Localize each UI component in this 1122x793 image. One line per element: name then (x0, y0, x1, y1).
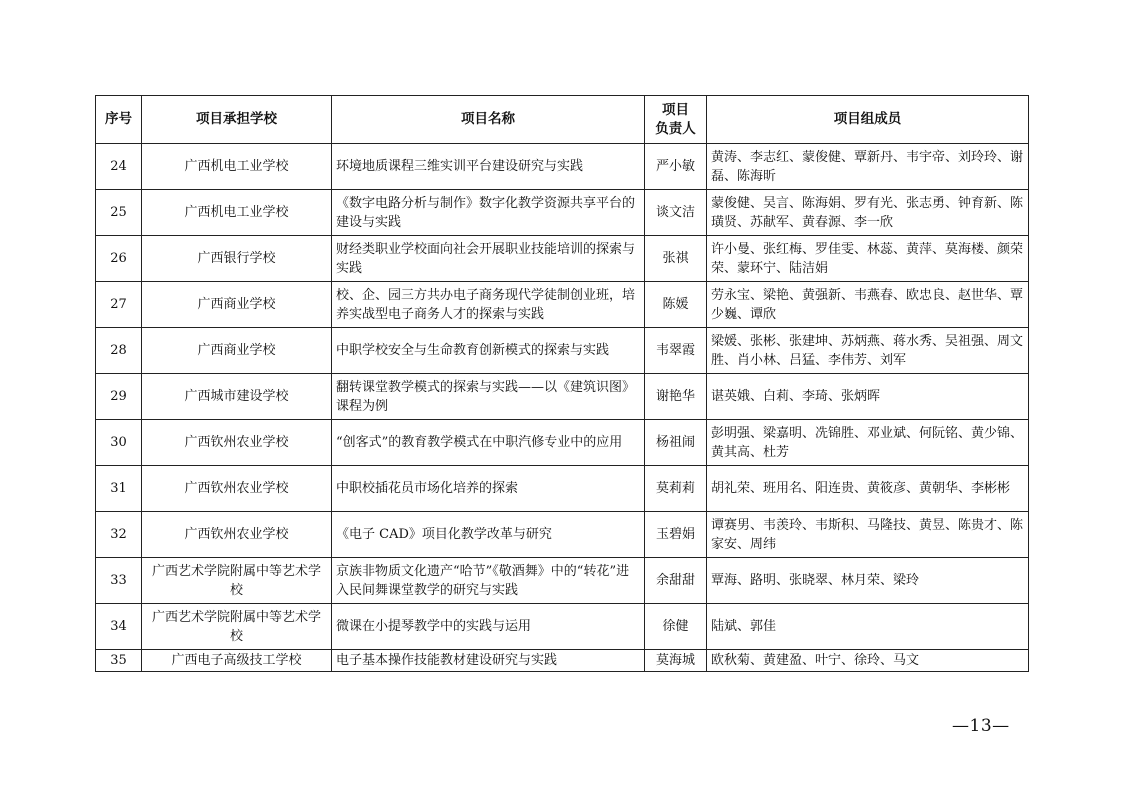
cell-project-name: 中职学校安全与生命教育创新模式的探索与实践 (332, 328, 645, 374)
cell-no: 28 (96, 328, 142, 374)
table-row (96, 190, 1029, 236)
cell-project-name: 翻转课堂教学模式的探索与实践——以《建筑识图》课程为例 (332, 374, 645, 420)
cell-no: 30 (96, 420, 142, 466)
table-row (96, 282, 1029, 328)
cell-school: 广西艺术学院附属中等艺术学校 (142, 558, 332, 604)
cell-members: 谌英娥、白莉、李琦、张炳晖 (707, 374, 1029, 420)
header-lead-line2: 负责人 (655, 120, 696, 137)
cell-members: 梁媛、张彬、张建坤、苏炳燕、蒋水秀、吴祖强、周文胜、肖小林、吕猛、李伟芳、刘军 (707, 328, 1029, 374)
cell-members: 彭明强、梁嘉明、冼锦胜、邓业斌、何阮铭、黄少锦、黄其高、杜芳 (707, 420, 1029, 466)
cell-no: 29 (96, 374, 142, 420)
cell-lead: 玉碧娟 (645, 512, 707, 558)
table-body (96, 144, 1029, 672)
cell-school: 广西商业学校 (142, 328, 332, 374)
table-row (96, 604, 1029, 650)
cell-no: 26 (96, 236, 142, 282)
cell-project-name: 《数字电路分析与制作》数字化教学资源共享平台的建设与实践 (332, 190, 645, 236)
cell-project-name: 电子基本操作技能教材建设研究与实践 (332, 650, 645, 672)
header-lead-line1: 项目 (662, 101, 689, 118)
cell-lead: 余甜甜 (645, 558, 707, 604)
table-header-row (96, 96, 1029, 144)
cell-project-name: 财经类职业学校面向社会开展职业技能培训的探索与实践 (332, 236, 645, 282)
table-row (96, 328, 1029, 374)
header-members: 项目组成员 (707, 96, 1029, 144)
cell-school: 广西机电工业学校 (142, 144, 332, 190)
cell-lead: 莫海城 (645, 650, 707, 672)
cell-project-name: 京族非物质文化遗产“哈节”《敬酒舞》中的“转花”进入民间舞课堂教学的研究与实践 (332, 558, 645, 604)
cell-lead: 杨祖闹 (645, 420, 707, 466)
cell-lead: 谈文洁 (645, 190, 707, 236)
cell-project-name: “创客式”的教育教学模式在中职汽修专业中的应用 (332, 420, 645, 466)
cell-members: 陆斌、郭佳 (707, 604, 1029, 650)
cell-no: 27 (96, 282, 142, 328)
cell-members: 黄涛、李志红、蒙俊健、覃新丹、韦宇帝、刘玲玲、谢磊、陈海昕 (707, 144, 1029, 190)
cell-members: 胡礼荣、班用名、阳连贵、黄筱彦、黄朝华、李彬彬 (707, 466, 1029, 512)
cell-lead: 莫莉莉 (645, 466, 707, 512)
page-number: —13— (952, 716, 1010, 736)
cell-project-name: 中职校插花员市场化培养的探索 (332, 466, 645, 512)
cell-lead: 徐健 (645, 604, 707, 650)
table-row (96, 144, 1029, 190)
cell-no: 24 (96, 144, 142, 190)
projects-table (95, 95, 1029, 672)
cell-lead: 张祺 (645, 236, 707, 282)
table-row (96, 650, 1029, 672)
table-row (96, 558, 1029, 604)
cell-school: 广西钦州农业学校 (142, 512, 332, 558)
cell-no: 34 (96, 604, 142, 650)
cell-school: 广西机电工业学校 (142, 190, 332, 236)
cell-school: 广西电子高级技工学校 (142, 650, 332, 672)
cell-members: 谭赛男、韦羡玲、韦斯积、马隆技、黄昱、陈贵才、陈家安、周纬 (707, 512, 1029, 558)
header-project-name: 项目名称 (332, 96, 645, 144)
cell-project-name: 校、企、园三方共办电子商务现代学徒制创业班，培养实战型电子商务人才的探索与实践 (332, 282, 645, 328)
cell-no: 33 (96, 558, 142, 604)
cell-lead: 韦翠霞 (645, 328, 707, 374)
header-no: 序号 (96, 96, 142, 144)
cell-school: 广西商业学校 (142, 282, 332, 328)
header-lead (645, 96, 707, 144)
cell-members: 蒙俊健、吴言、陈海娟、罗有光、张志勇、钟育新、陈璜贤、苏献军、黄春源、李一欣 (707, 190, 1029, 236)
cell-no: 35 (96, 650, 142, 672)
cell-school: 广西城市建设学校 (142, 374, 332, 420)
cell-project-name: 微课在小提琴教学中的实践与运用 (332, 604, 645, 650)
cell-members: 覃海、路明、张晓翠、林月荣、梁玲 (707, 558, 1029, 604)
cell-project-name: 《电子 CAD》项目化教学改革与研究 (332, 512, 645, 558)
table-row (96, 512, 1029, 558)
cell-no: 32 (96, 512, 142, 558)
cell-members: 劳永宝、梁艳、黄强新、韦燕春、欧忠良、赵世华、覃少巍、谭欣 (707, 282, 1029, 328)
table-row (96, 420, 1029, 466)
cell-members: 欧秋菊、黄建盈、叶宁、徐玲、马文 (707, 650, 1029, 672)
cell-no: 31 (96, 466, 142, 512)
cell-school: 广西钦州农业学校 (142, 420, 332, 466)
cell-no: 25 (96, 190, 142, 236)
cell-lead: 陈媛 (645, 282, 707, 328)
cell-lead: 严小敏 (645, 144, 707, 190)
table-row (96, 236, 1029, 282)
table-row (96, 466, 1029, 512)
table-row (96, 374, 1029, 420)
cell-members: 许小曼、张红梅、罗佳雯、林蕊、黄萍、莫海楼、颜荣荣、蒙环宁、陆洁娟 (707, 236, 1029, 282)
header-school: 项目承担学校 (142, 96, 332, 144)
cell-school: 广西银行学校 (142, 236, 332, 282)
cell-school: 广西艺术学院附属中等艺术学校 (142, 604, 332, 650)
cell-lead: 谢艳华 (645, 374, 707, 420)
cell-project-name: 环境地质课程三维实训平台建设研究与实践 (332, 144, 645, 190)
cell-school: 广西钦州农业学校 (142, 466, 332, 512)
